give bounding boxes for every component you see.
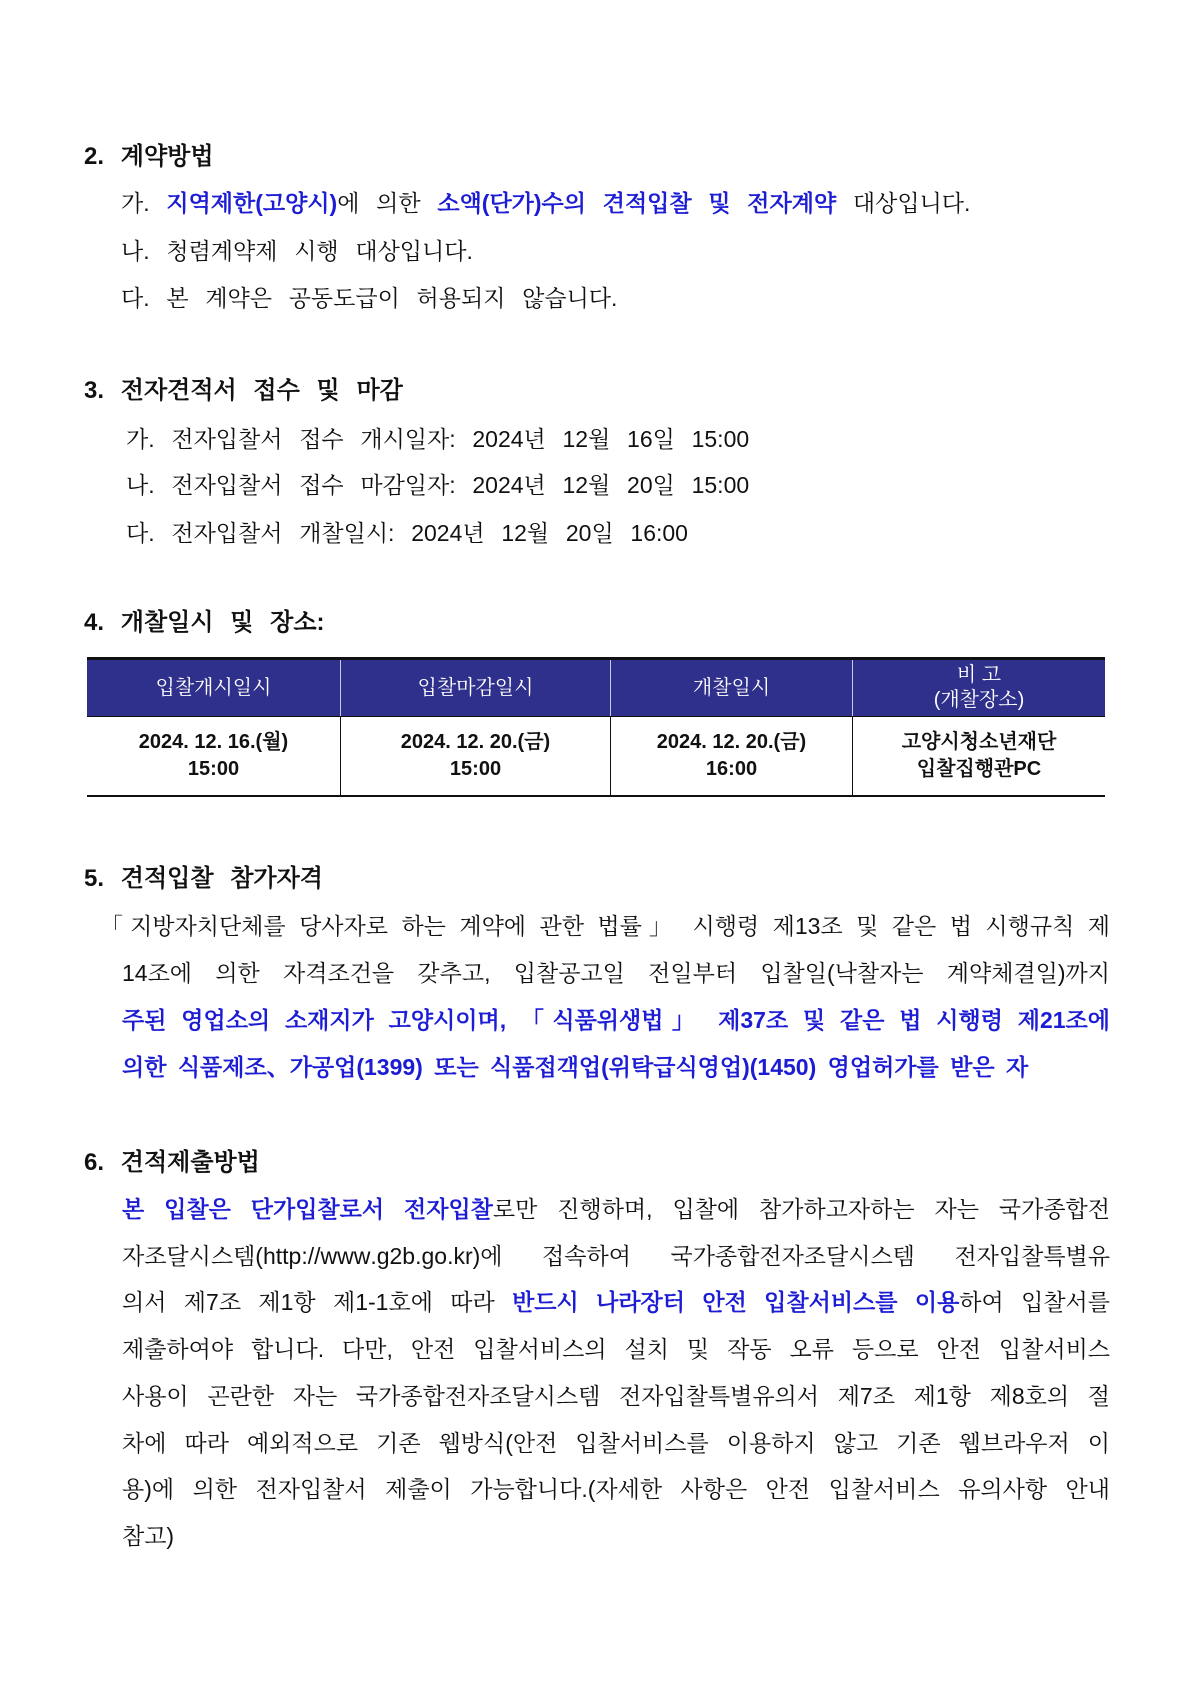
paragraph-line (122, 1513, 1110, 1560)
paragraph-text: 하여 입찰서를 (959, 1289, 1110, 1316)
item-text: 청렴계약제 시행 대상입니다. (166, 238, 473, 264)
paragraph-line (122, 1373, 1110, 1420)
emphasis-text: 의한 식품제조、가공업(1399) 또는 식품접객업(위탁급식영업)(1450) 영업허가를 받은 자 (122, 1054, 1029, 1080)
paragraph-line (122, 1279, 1110, 1326)
table-row (87, 717, 1105, 795)
column-header-bid-end (340, 660, 610, 716)
column-header-label: 입찰마감일시 (417, 676, 534, 699)
cell-time: 15:00 (187, 758, 240, 780)
item-marker: 가. (126, 426, 155, 452)
paragraph-line (122, 1186, 1110, 1233)
list-item (126, 462, 749, 508)
table-cell-bid-end (340, 717, 610, 795)
emphasis-text: 주된 영업소의 소재지가 고양시이며, 「식품위생법」 제37조 및 같은 법 시행령 제21조에 (122, 1007, 1110, 1033)
column-header-sublabel: (개찰장소) (933, 689, 1025, 711)
table-cell-bid-start (87, 717, 340, 795)
list-item (126, 510, 688, 556)
item-value: 2024년 12월 20일 15:00 (472, 472, 750, 498)
column-header-opening (610, 660, 852, 716)
emphasis-text: 지역제한(고양시) (166, 190, 338, 216)
paragraph-line (122, 1420, 1110, 1467)
list-item (121, 275, 617, 321)
paragraph-line (122, 1326, 1110, 1373)
paragraph-line (122, 997, 1110, 1044)
paragraph-text: 로만 진행하며, 입찰에 참가하고자하는 자는 국가종합전 (492, 1196, 1110, 1222)
column-header-bid-start (87, 660, 340, 716)
item-marker: 다. (126, 520, 155, 546)
paragraph-text: 제출하여야 합니다. 다만, 안전 입찰서비스의 설치 및 작동 오류 등으로 안전 입찰서비스 (122, 1336, 1110, 1363)
column-header-label: 개찰일시 (692, 676, 771, 699)
column-header-label: 비 고 (956, 664, 1002, 686)
item-label: 전자입찰서 접수 개시일자: (171, 426, 456, 452)
section-heading-bid-schedule: 3. 전자견적서 접수 및 마감 (84, 377, 403, 404)
emphasis-text: 소액(단가)수의 견적입찰 및 전자계약 (437, 190, 837, 216)
paragraph-text: 사용이 곤란한 자는 국가종합전자조달시스템 전자입찰특별유의서 제7조 제1항 제8호의 절 (122, 1382, 1110, 1409)
paragraph-text: 참고) (122, 1522, 175, 1549)
item-marker: 다. (121, 285, 150, 311)
paragraph-text: 차에 따라 예외적으로 기존 웹방식(안전 입찰서비스를 이용하지 않고 기존 웹브라우저 이 (122, 1429, 1110, 1456)
paragraph-text: 「지방자치단체를 당사자로 하는 계약에 관한 법률」 시행령 제13조 및 같은 법 시행규칙 제 (100, 913, 1110, 939)
item-text: 본 계약은 공동도급이 허용되지 않습니다. (166, 285, 618, 311)
paragraph-line (100, 903, 1110, 950)
item-marker: 나. (121, 238, 150, 264)
emphasis-text: 본 입찰은 단가입찰로서 전자입찰 (122, 1196, 493, 1222)
item-text: 대상입니다. (836, 190, 971, 216)
cell-date: 2024. 12. 20.(금) (656, 731, 807, 753)
emphasis-text: 반드시 나라장터 안전 입찰서비스를 이용 (512, 1289, 960, 1316)
paragraph-text: 자조달시스템(http://www.g2b.go.kr)에 접속하여 국가종합전자조달시스템 전자입찰특별유 (122, 1242, 1110, 1269)
table-header-row (87, 660, 1105, 717)
cell-date: 2024. 12. 16.(월) (138, 731, 289, 753)
cell-date: 2024. 12. 20.(금) (400, 731, 551, 753)
paragraph-line (122, 1466, 1110, 1513)
list-item (121, 228, 473, 274)
item-label: 전자입찰서 접수 마감일자: (171, 472, 456, 498)
section-heading-opening-place: 4. 개찰일시 및 장소: (84, 609, 325, 636)
table-cell-opening (610, 717, 852, 795)
paragraph-line (122, 950, 1110, 997)
list-item (126, 416, 749, 462)
section-heading-submission-method: 6. 견적제출방법 (84, 1149, 260, 1176)
paragraph-line (122, 1044, 1110, 1091)
list-item (121, 180, 970, 226)
section-heading-eligibility: 5. 견적입찰 참가자격 (84, 865, 323, 892)
opening-schedule-table (87, 657, 1105, 797)
item-value: 2024년 12월 16일 15:00 (472, 426, 750, 452)
section-heading-contract-method: 2. 계약방법 (84, 143, 214, 170)
eligibility-paragraph (100, 903, 1110, 1091)
paragraph-text: 용)에 의한 전자입찰서 제출이 가능합니다.(자세한 사항은 안전 입찰서비스 유의사항 안내 (122, 1476, 1110, 1503)
item-marker: 가. (121, 190, 150, 216)
item-text: 에 의한 (337, 190, 438, 216)
submission-paragraph (122, 1186, 1110, 1560)
cell-time: 15:00 (449, 758, 502, 780)
item-value: 2024년 12월 20일 16:00 (411, 520, 688, 546)
cell-location: 입찰집행관PC (916, 758, 1042, 780)
table-cell-remarks (852, 717, 1105, 795)
column-header-label: 입찰개시일시 (155, 676, 272, 699)
paragraph-text: 14조에 의한 자격조건을 갖추고, 입찰공고일 전일부터 입찰일(낙찰자는 계약체결일)까지 (122, 960, 1110, 986)
cell-organization: 고양시청소년재단 (901, 731, 1057, 753)
column-header-remarks (852, 660, 1105, 716)
item-label: 전자입찰서 개찰일시: (171, 520, 395, 546)
item-marker: 나. (126, 472, 155, 498)
paragraph-text: 의서 제7조 제1항 제1-1호에 따라 (122, 1289, 513, 1316)
cell-time: 16:00 (705, 758, 758, 780)
paragraph-line (122, 1233, 1110, 1280)
